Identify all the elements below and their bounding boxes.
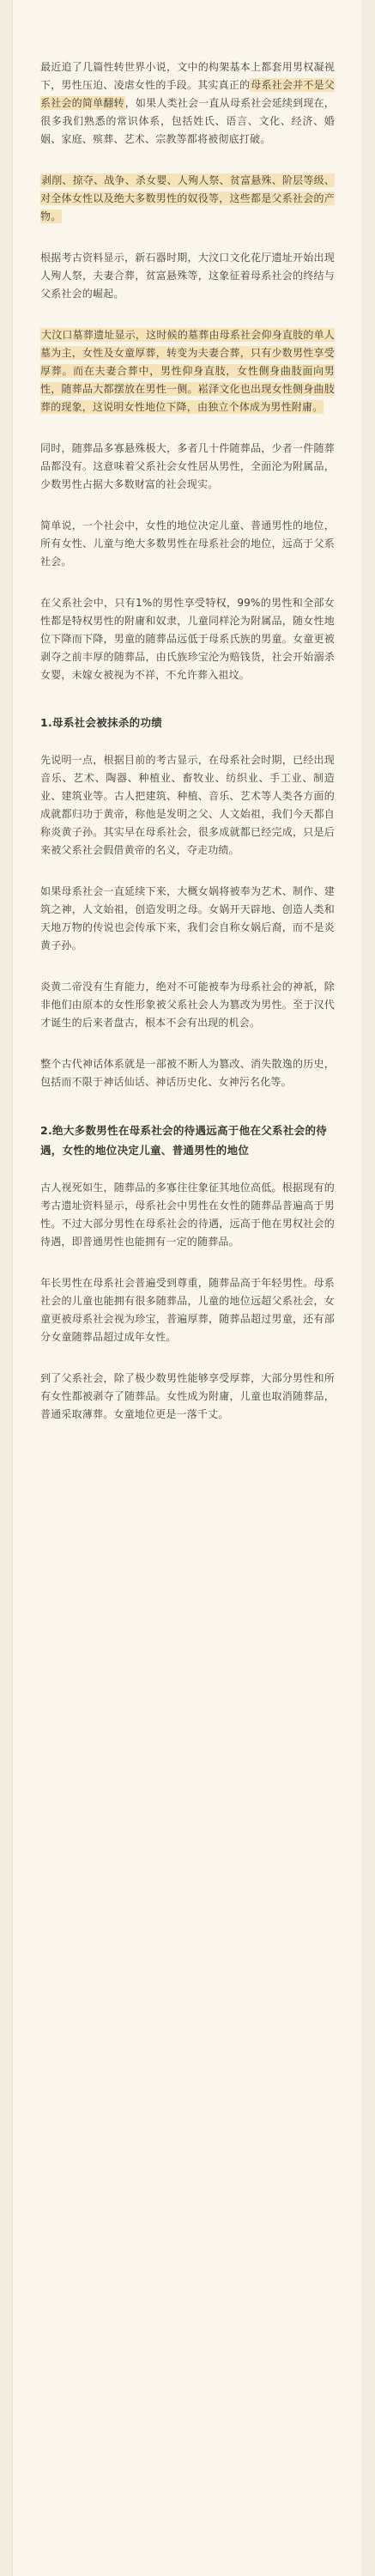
text-run: 在父系社会中，只有1%的男性享受特权，99%的男性和全部女性都是特权男性的附庸和奴隶，儿童同样沦为附属品，随女性地位下降而下降，男童的随葬品远低于母系氏族的男童。女童更被剥夺之前丰厚的随葬品，由氏族珍宝沦为赔钱货，社会开始溺杀女婴，未嫁女被视为不祥，不允许葬入祖坟。 (40, 597, 335, 681)
highlighted-text: 剥削、掠夺、战争、杀女婴、人殉人祭、贫富悬殊、阶层等级、对全体女性以及绝大多数男性的奴役等，这些都是父系社会的产物。 (40, 174, 335, 222)
text-run: 简单说，一个社会中，女性的地位决定儿童、普通男性的地位，所有女性、儿童与绝大多数男性在母系社会的地位，远高于父系社会。 (40, 519, 335, 568)
text-run: 整个古代神话体系就是一部被不断人为篡改、消失散逸的历史，包括而不限于神话仙话、神话历史化、女神污名化等。 (40, 1058, 335, 1088)
text-run: 到了父系社会，除了极少数男性能够享受厚葬，大部分男性和所有女性都被剥夺了随葬品。女性成为附庸，儿童也取消随葬品，普通采取薄葬。女童地位更是一落千丈。 (40, 1372, 335, 1420)
paragraph (40, 1274, 335, 1346)
text-run: 年长男性在母系社会普遍受到尊重，随葬品高于年轻男性。母系社会的儿童也能拥有很多随葬品，儿童的地位远超父系社会，女童更被母系社会视为珍宝，普遍厚葬，随葬品超过男童，还有部分女童随葬品超过成年女性。 (40, 1277, 335, 1343)
text-run: 同时，随葬品多寡悬殊极大，多者几十件随葬品，少者一件随葬品都没有。这意味着父系社会女性居从男性，全面沦为附属品，少数男性占据大多数财富的社会现实。 (40, 442, 335, 490)
paragraph (40, 326, 335, 416)
paragraph (40, 883, 335, 955)
text-run: 如果母系社会一直延续下来，大概女娲将被奉为艺术、制作、建筑之神，人文始祖，创造发明之母。女娲开天辟地、创造人类和天地万物的传说也会传承下来，我们会自称女娲后裔，而不是炎黄子孙。 (40, 885, 335, 951)
text-run: 根据考古资料显示，新石器时期，大汶口文化花厅遗址开始出现人殉人祭，夫妻合葬，贫富悬殊等，这象征着母系社会的终结与父系社会的崛起。 (40, 252, 335, 300)
section-heading: 1.母系社会被抹杀的功绩 (40, 716, 163, 729)
paragraph (40, 751, 335, 860)
paragraph (40, 249, 335, 303)
paragraph (40, 1055, 335, 1091)
paragraph (40, 517, 335, 571)
paragraph (40, 978, 335, 1032)
text-run: 先说明一点，根据目前的考古显示，在母系社会时期，已经出现音乐、艺术、陶器、种植业、畜牧业、纺织业、手工业、制造业、建筑业等。古人把建筑、种植、音乐、艺术等人类各方面的成就都归功于黄帝，称他是发明之父、人文始祖，我们今天都自称炎黄子孙。其实早在母系社会，很多成就都已经完成，只是后来被父系社会假借黄帝的名义，夺走功绩。 (40, 754, 335, 856)
highlighted-text: 大汶口墓葬遗址显示，这时候的墓葬由母系社会仰身直肢的单人墓为主，女性及女童厚葬，转变为夫妻合葬，只有少数男性享受厚葬。而在夫妻合葬中，男性仰身直肢，女性侧身曲肢面向男性，随葬品大都摆放在男性一侧。崧泽文化也出现女性侧身曲肢葬的现象，这说明女性地位下降，由独立个体成为男性附庸。 (40, 329, 335, 413)
paragraph (40, 440, 335, 494)
paragraph (40, 1370, 335, 1424)
text-run: ，如果人类社会一直从母系社会延续到现在，很多我们熟悉的常识体系，包括姓氏、语言、文化、经济、婚姻、家庭、殡葬、艺术、宗教等都将被彻底打破。 (40, 97, 335, 145)
paragraph (40, 1179, 335, 1251)
text-run: 炎黄二帝没有生育能力，绝对不可能被奉为母系社会的神祇，除非他们由原本的女性形象被父系社会人为篡改为男性。至于汉代才诞生的后来者盘古，根本不会有出现的机会。 (40, 981, 335, 1029)
highlighted-text: 母系社会并不是父系社会的简单翻转 (40, 79, 335, 109)
paragraph (40, 594, 335, 684)
article-page (12, 0, 363, 2576)
section-heading: 2.绝大多数男性在母系社会的待遇远高于他在父系社会的待遇，女性的地位决定儿童、普通男性的地位 (40, 1124, 328, 1157)
paragraph (40, 58, 335, 149)
text-run: 最近追了几篇性转世界小说，文中的构架基本上都套用男权凝视下，男性压迫、凌虐女性的手段。其实真正的 (40, 61, 335, 91)
text-run: 古人视死如生，随葬品的多寡往往象征其地位高低。根据现有的考古遗址资料显示，母系社会中男性在女性的随葬品普遍高于男性。不过大部分男性在母系社会的待遇，远高于他在男权社会的待遇，即普通男性也能拥有一定的随葬品。 (40, 1182, 335, 1248)
paragraph (40, 172, 335, 226)
